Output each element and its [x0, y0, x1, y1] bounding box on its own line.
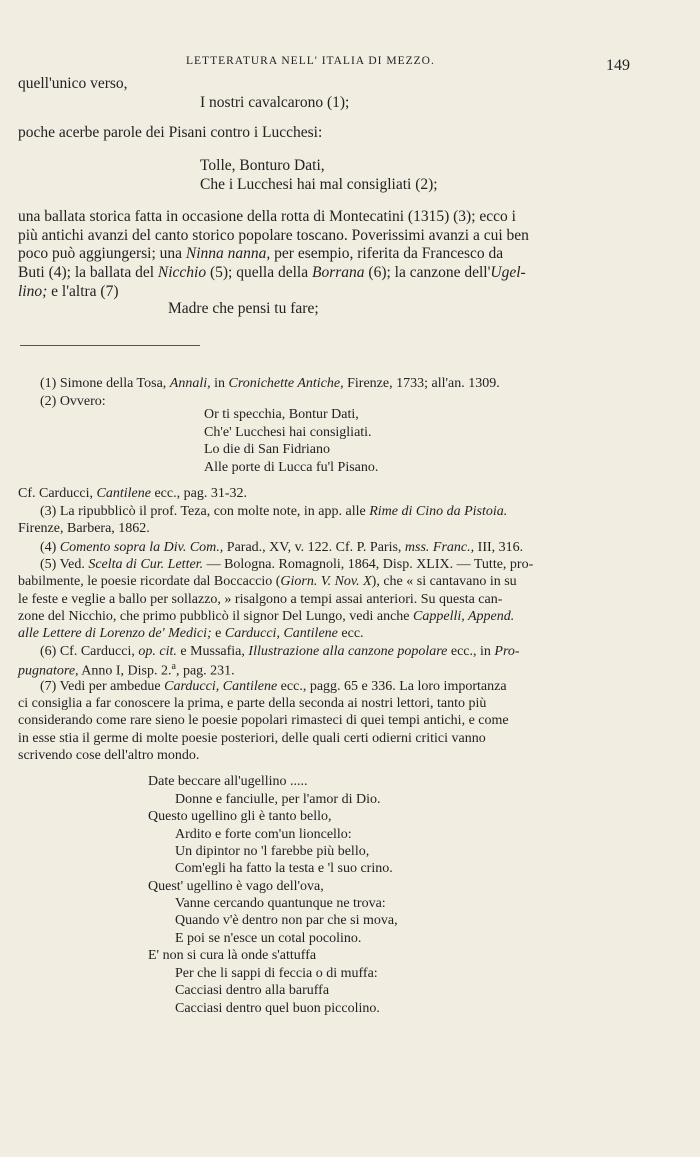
song-line: E poi se n'esce un cotal pocolino.	[175, 931, 362, 946]
song-line: Cacciasi dentro quel buon piccolino.	[175, 1001, 380, 1016]
footnote-3: (3) La ripubblicò il prof. Teza, con molte note, in app. alle Rime di Cino da Pistoia.	[40, 504, 508, 519]
footnote-1: (1) Simone della Tosa, Annali, in Cronichette Antiche, Firenze, 1733; all'an. 1309.	[40, 376, 500, 391]
song-line: Date beccare all'ugellino .....	[148, 774, 308, 789]
song-line: Questo ugellino gli è tanto bello,	[148, 809, 332, 824]
footnote-7: (7) Vedi per ambedue Carducci, Cantilene ecc., pagg. 65 e 336. La loro importanza	[40, 679, 507, 694]
quote-line: Che i Lucchesi hai mal consigliati (2);	[200, 176, 438, 193]
footnote-4: (4) Comento sopra la Div. Com., Parad., XV, v. 122. Cf. P. Paris, mss. Franc., III, 316.	[40, 540, 524, 555]
song-line: Un dipintor no 'l farebbe più bello,	[175, 844, 370, 859]
verse-line: Alle porte di Lucca fu'l Pisano.	[204, 460, 379, 475]
footnote-line: scrivendo cose dell'altro mondo.	[18, 748, 200, 763]
footnote-line: le feste e veglie a ballo per sollazzo, » risalgono a tempi assai anteriori. Su questa can-	[18, 592, 503, 607]
footnote-line: babilmente, le poesie ricordate dal Boccaccio (Giorn. V. Nov. X), che « si cantavano in su	[18, 574, 517, 589]
quote-line: Madre che pensi tu fare;	[168, 300, 319, 317]
footnote-line: alle Lettere di Lorenzo de' Medici; e Carducci, Cantilene ecc.	[18, 626, 364, 641]
song-line: Quest' ugellino è vago dell'ova,	[148, 879, 324, 894]
footnote-2: (2) Ovvero:	[40, 394, 106, 409]
verse-line: Lo die di San Fidriano	[204, 442, 330, 457]
song-line: Per che li sappi di feccia o di muffa:	[175, 966, 378, 981]
body-line: più antichi avanzi del canto storico popolare toscano. Poverissimi avanzi a cui ben	[18, 227, 529, 244]
footnote-5: (5) Ved. Scelta di Cur. Letter. — Bologna. Romagnoli, 1864, Disp. XLIX. — Tutte, pro-	[40, 557, 534, 572]
song-line: Com'egli ha fatto la testa e 'l suo crino.	[175, 861, 393, 876]
page-number: 149	[606, 57, 630, 74]
footnote-line: pugnatore, Anno I, Disp. 2.$^a$, pag. 231.	[18, 661, 235, 679]
song-line: Cacciasi dentro alla baruffa	[175, 983, 330, 998]
body-line: poco può aggiungersi; una Ninna nanna, per esempio, riferita da Francesco da	[18, 245, 504, 262]
song-line: Donne e fanciulle, per l'amor di Dio.	[175, 792, 381, 807]
footnote-line: Firenze, Barbera, 1862.	[18, 521, 150, 536]
song-line: Vanne cercando quantunque ne trova:	[175, 896, 386, 911]
footnote-line: considerando come rare sieno le poesie popolari rimasteci di quei tempi antichi, e come	[18, 713, 509, 728]
book-page	[18, 0, 688, 1157]
body-line: una ballata storica fatta in occasione della rotta di Montecatini (1315) (3); ecco i	[18, 208, 516, 225]
footnote-line: ci consiglia a far conoscere la prima, e parte della seconda ai nostri lettori, tanto più	[18, 696, 487, 711]
song-line: Quando v'è dentro non par che si mova,	[175, 913, 398, 928]
body-line: quell'unico verso,	[18, 75, 128, 92]
verse-line: Ch'e' Lucchesi hai consigliati.	[204, 425, 372, 440]
footnote-6: (6) Cf. Carducci, op. cit. e Mussafia, Illustrazione alla canzone popolare ecc., in Pro-	[40, 644, 520, 659]
footnote-line: Cf. Carducci, Cantilene ecc., pag. 31-32.	[18, 486, 247, 501]
song-line: E' non si cura là onde s'attuffa	[148, 948, 317, 963]
quote-line: I nostri cavalcarono (1);	[200, 94, 350, 111]
footnote-line: zone del Nicchio, che primo pubblicò il signor Del Lungo, vedi anche Cappelli, Append.	[18, 609, 515, 624]
body-line: poche acerbe parole dei Pisani contro i Lucchesi:	[18, 124, 323, 141]
song-line: Ardito e forte com'un lioncello:	[175, 827, 352, 842]
footnote-rule	[20, 345, 200, 346]
running-header: LETTERATURA NELL' ITALIA DI MEZZO.	[186, 55, 435, 67]
footnote-line: in esse stia il germe di molte poesie posteriori, delle quali certi odierni critici vanno	[18, 731, 486, 746]
body-line: lino; e l'altra (7)	[18, 283, 119, 300]
verse-line: Or ti specchia, Bontur Dati,	[204, 407, 359, 422]
quote-line: Tolle, Bonturo Dati,	[200, 157, 325, 174]
body-line: Buti (4); la ballata del Nicchio (5); quella della Borrana (6); la canzone dell'Ugel-	[18, 264, 526, 281]
